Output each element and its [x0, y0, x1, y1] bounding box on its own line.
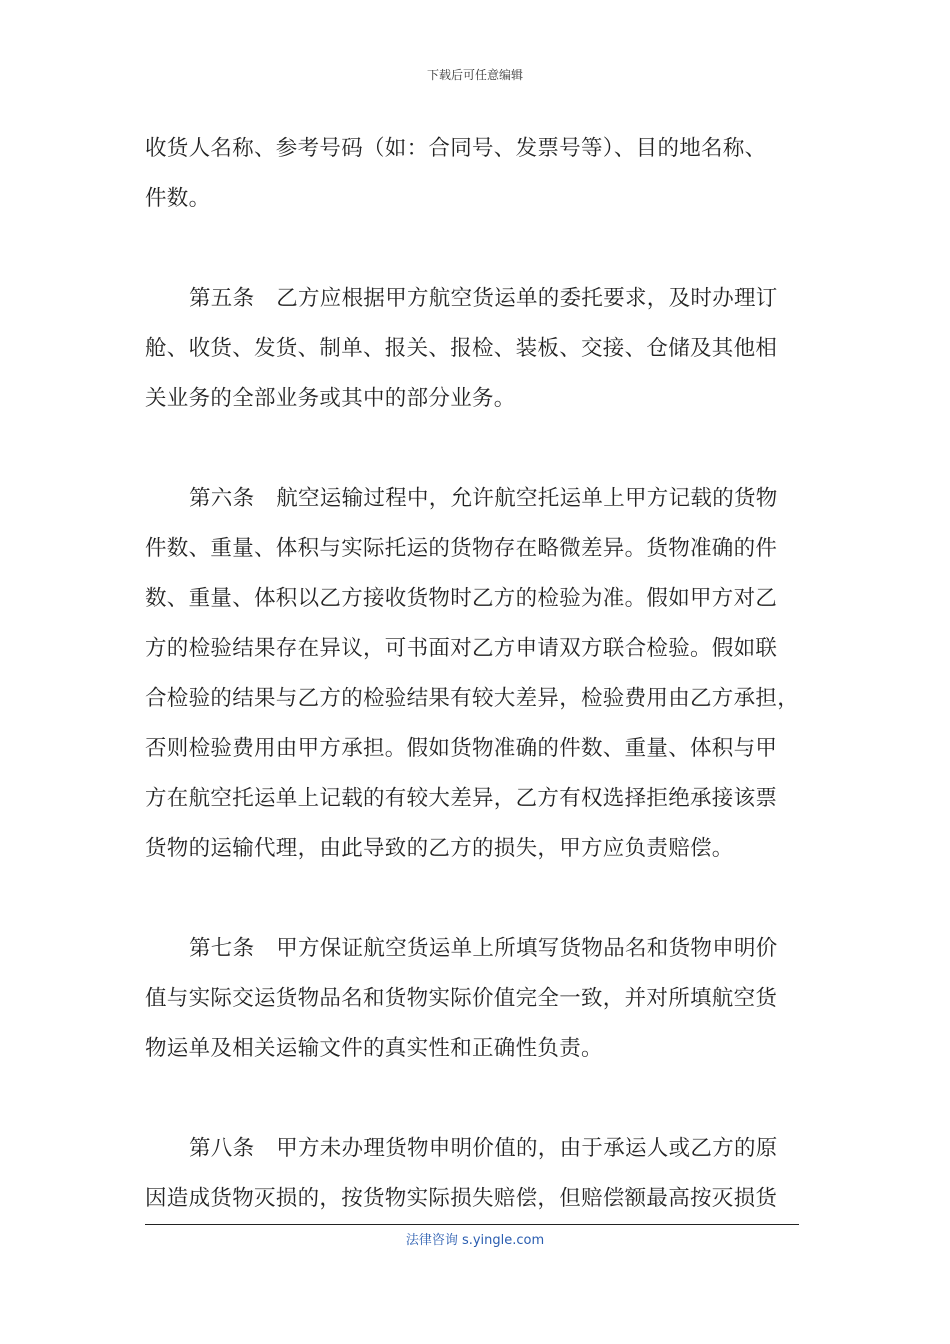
article-6 [145, 474, 805, 874]
text-line: 件数。 [145, 186, 211, 211]
text-line: 货物的运输代理，由此导致的乙方的损失，甲方应负责赔偿。 [145, 836, 734, 861]
text-line: 舱、收货、发货、制单、报关、报检、装板、交接、仓储及其他相 [145, 336, 778, 361]
article-7 [145, 924, 805, 1074]
text-line: 件数、重量、体积与实际托运的货物存在略微差异。货物准确的件 [145, 536, 778, 561]
text-line: 合检验的结果与乙方的检验结果有较大差异，检验费用由乙方承担， [145, 686, 800, 711]
text-line: 第六条 航空运输过程中，允许航空托运单上甲方记载的货物 [189, 486, 778, 511]
article-8 [145, 1124, 805, 1224]
page-header: 下载后可任意编辑 [426, 68, 523, 82]
footer-link[interactable]: 法律咨询 s.yingle.com [405, 1233, 545, 1248]
text-line: 收货人名称、参考号码（如：合同号、发票号等）、目的地名称、 [145, 136, 767, 161]
text-line: 物运单及相关运输文件的真实性和正确性负责。 [145, 1036, 603, 1061]
footer-divider [145, 1224, 799, 1225]
text-line: 第八条 甲方未办理货物申明价值的，由于承运人或乙方的原 [189, 1136, 778, 1161]
text-line: 关业务的全部业务或其中的部分业务。 [145, 386, 516, 411]
text-line: 因造成货物灭损的，按货物实际损失赔偿，但赔偿额最高按灭损货 [145, 1186, 778, 1211]
text-line: 方的检验结果存在异议，可书面对乙方申请双方联合检验。假如联 [145, 636, 778, 661]
text-line: 第五条 乙方应根据甲方航空货运单的委托要求，及时办理订 [189, 286, 778, 311]
text-line: 第七条 甲方保证航空货运单上所填写货物品名和货物申明价 [189, 936, 778, 961]
text-line: 否则检验费用由甲方承担。假如货物准确的件数、重量、体积与甲 [145, 736, 778, 761]
text-line: 值与实际交运货物品名和货物实际价值完全一致，并对所填航空货 [145, 986, 778, 1011]
text-line: 数、重量、体积以乙方接收货物时乙方的检验为准。假如甲方对乙 [145, 586, 778, 611]
document-body [145, 124, 805, 1224]
paragraph-continuation [145, 124, 805, 224]
text-line: 方在航空托运单上记载的有较大差异，乙方有权选择拒绝承接该票 [145, 786, 778, 811]
article-5 [145, 274, 805, 424]
